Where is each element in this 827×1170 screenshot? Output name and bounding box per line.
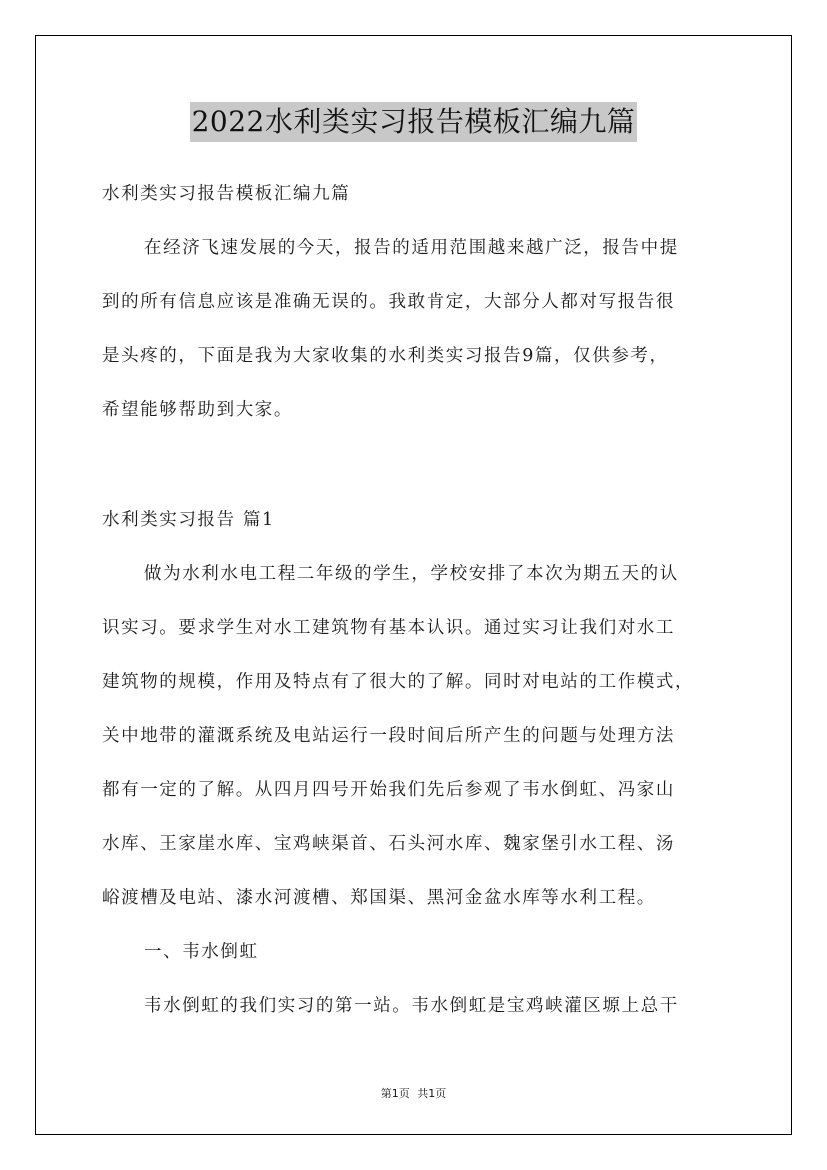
body-line: 关中地带的灌溉系统及电站运行一段时间后所产生的问题与处理方法 [102, 726, 675, 746]
body-line: 水库、王家崖水库、宝鸡峡渠首、石头河水库、魏家堡引水工程、汤 [102, 834, 675, 854]
page-footer: 第1页 共1页 [380, 1087, 447, 1100]
section-heading: 水利类实习报告 篇1 [102, 510, 275, 530]
body-line: 做为水利水电工程二年级的学生，学校安排了本次为期五天的认 [144, 564, 679, 584]
intro-line: 是头疼的，下面是我为大家收集的水利类实习报告9篇，仅供参考， [102, 346, 669, 366]
intro-line: 在经济飞速发展的今天，报告的适用范围越来越广泛，报告中提 [144, 238, 679, 258]
title-container [0, 102, 827, 142]
intro-line: 希望能够帮助到大家。 [102, 400, 293, 420]
document-title: 2022水利类实习报告模板汇编九篇 [190, 102, 638, 142]
body-line: 识实习。要求学生对水工建筑物有基本认识。通过实习让我们对水工 [102, 618, 675, 638]
document-subtitle: 水利类实习报告模板汇编九篇 [102, 184, 351, 204]
body-line: 韦水倒虹的我们实习的第一站。韦水倒虹是宝鸡峡灌区塬上总干 [144, 996, 679, 1016]
body-line: 建筑物的规模，作用及特点有了很大的了解。同时对电站的工作模式， [102, 672, 695, 692]
intro-line: 到的所有信息应该是准确无误的。我敢肯定，大部分人都对写报告很 [102, 292, 675, 312]
subsection-heading: 一、韦水倒虹 [144, 942, 259, 962]
body-line: 峪渡槽及电站、漆水河渡槽、郑国渠、黑河金盆水库等水利工程。 [102, 888, 656, 908]
body-line: 都有一定的了解。从四月四号开始我们先后参观了韦水倒虹、冯家山 [102, 780, 675, 800]
